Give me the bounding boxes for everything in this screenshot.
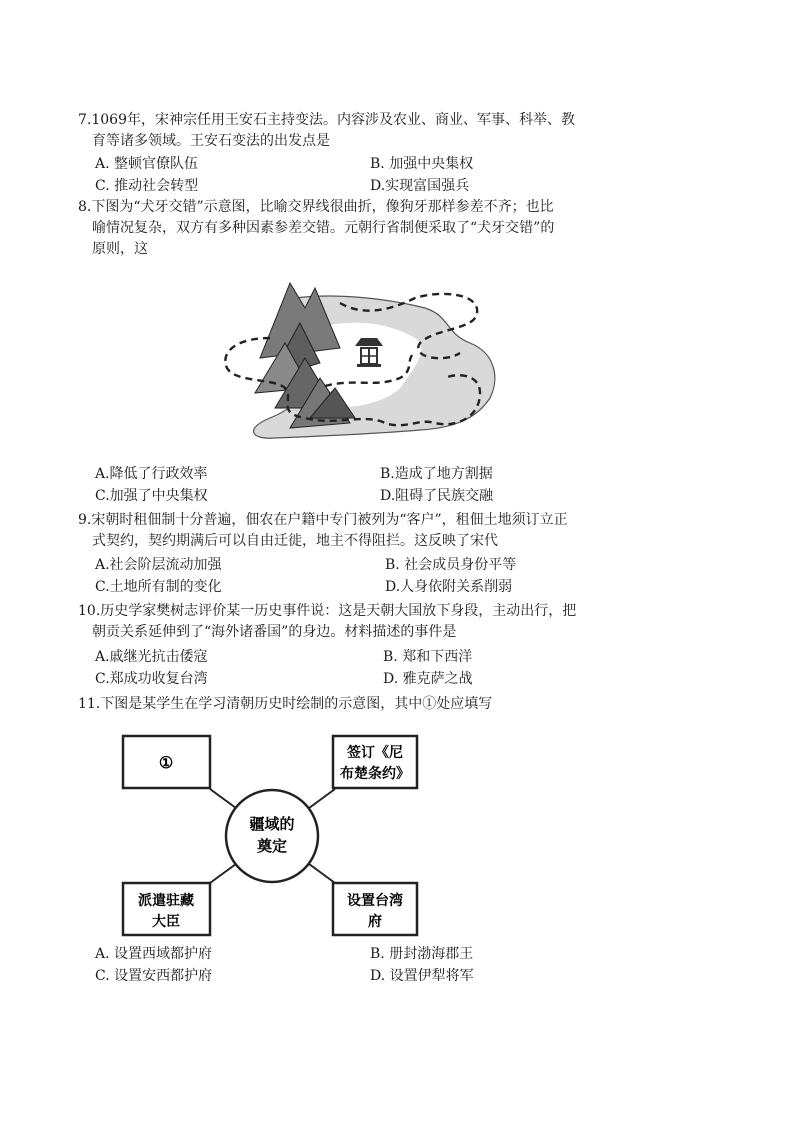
box-nerchinsk-line1: 签订《尼 (347, 745, 403, 761)
q8-option-d[interactable]: D.阻碍了民族交融 (380, 488, 494, 504)
center-label-line1: 疆域的 (249, 815, 295, 833)
question-8 (78, 197, 738, 260)
q11-option-b[interactable]: B. 册封渤海郡王 (370, 946, 474, 962)
q8-option-a[interactable]: A.降低了行政效率 (95, 466, 208, 482)
interlocking-territories-illustration (215, 268, 515, 448)
q8-options (95, 463, 735, 507)
q8-stem-line2: 喻情况复杂，双方有多种因素参差交错。元朝行省制便采取了“犬牙交错”的 (92, 220, 555, 236)
q10-stem-line1: 10.历史学家樊树志评价某一历史事件说：这是天朝大国放下身段，主动出行，把 (78, 603, 577, 619)
question-11 (78, 694, 738, 715)
box-taiwan-prefecture-line2: 府 (368, 914, 382, 930)
q8-option-b[interactable]: B.造成了地方割据 (380, 466, 493, 482)
question-9 (78, 510, 738, 552)
box-taiwan-prefecture-line1: 设置台湾 (347, 893, 403, 909)
q7-option-c[interactable]: C. 推动社会转型 (95, 178, 199, 194)
q11-option-c[interactable]: C. 设置安西都护府 (95, 968, 213, 984)
box-tibet-amban-line2: 大臣 (152, 914, 180, 930)
q9-option-c[interactable]: C.土地所有制的变化 (95, 579, 222, 595)
q11-option-a[interactable]: A. 设置西域都护府 (95, 946, 213, 962)
q7-option-b[interactable]: B. 加强中央集权 (370, 156, 474, 172)
center-label-line2: 奠定 (256, 837, 288, 855)
q11-option-d[interactable]: D. 设置伊犁将军 (370, 968, 474, 984)
q7-option-d[interactable]: D.实现富国强兵 (370, 178, 470, 194)
q7-stem-line2: 育等诸多领域。王安石变法的出发点是 (92, 133, 330, 149)
q10-option-a[interactable]: A.戚继光抗击倭寇 (95, 649, 208, 665)
q10-option-d[interactable]: D. 雅克萨之战 (383, 671, 473, 687)
q7-option-a[interactable]: A. 整顿官僚队伍 (95, 156, 199, 172)
q9-options (95, 554, 735, 598)
q10-options (95, 646, 735, 690)
q11-stem-line1: 11.下图是某学生在学习清朝历史时绘制的示意图，其中①处应填写 (78, 696, 493, 712)
q9-stem-line1: 9.宋朝时租佃制十分普遍，佃农在户籍中专门被列为“客户”，租佃土地须订立正 (78, 512, 568, 528)
q7-stem-line1: 7.1069年，宋神宗任用王安石主持变法。内容涉及农业、商业、军事、科举、教 (78, 112, 575, 128)
q10-stem-line2: 朝贡关系延伸到了“海外诸番国”的身边。材料描述的事件是 (92, 624, 457, 640)
box-blank-1-label: ① (158, 753, 174, 772)
q9-option-a[interactable]: A.社会阶层流动加强 (95, 557, 222, 573)
question-10 (78, 601, 738, 643)
q8-stem-line3: 原则，这 (92, 241, 148, 257)
q10-option-c[interactable]: C.郑成功收复台湾 (95, 671, 208, 687)
qing-territory-diagram (120, 733, 420, 938)
center-circle (226, 790, 318, 882)
q8-stem-line1: 8.下图为“犬牙交错”示意图，比喻交界线很曲折，像狗牙那样参差不齐；也比 (78, 199, 554, 215)
q9-option-d[interactable]: D.人身依附关系削弱 (385, 579, 513, 595)
q9-stem-line2: 式契约，契约期满后可以自由迁徙，地主不得阻拦。这反映了宋代 (92, 533, 498, 549)
q9-option-b[interactable]: B. 社会成员身份平等 (385, 557, 517, 573)
box-nerchinsk-line2: 布楚条约》 (340, 766, 410, 782)
box-tibet-amban-line1: 派遣驻藏 (138, 893, 194, 909)
q8-option-c[interactable]: C.加强了中央集权 (95, 488, 208, 504)
q7-options (95, 153, 735, 197)
question-7 (78, 110, 738, 152)
q11-options (95, 943, 735, 987)
q10-option-b[interactable]: B. 郑和下西洋 (383, 649, 473, 665)
